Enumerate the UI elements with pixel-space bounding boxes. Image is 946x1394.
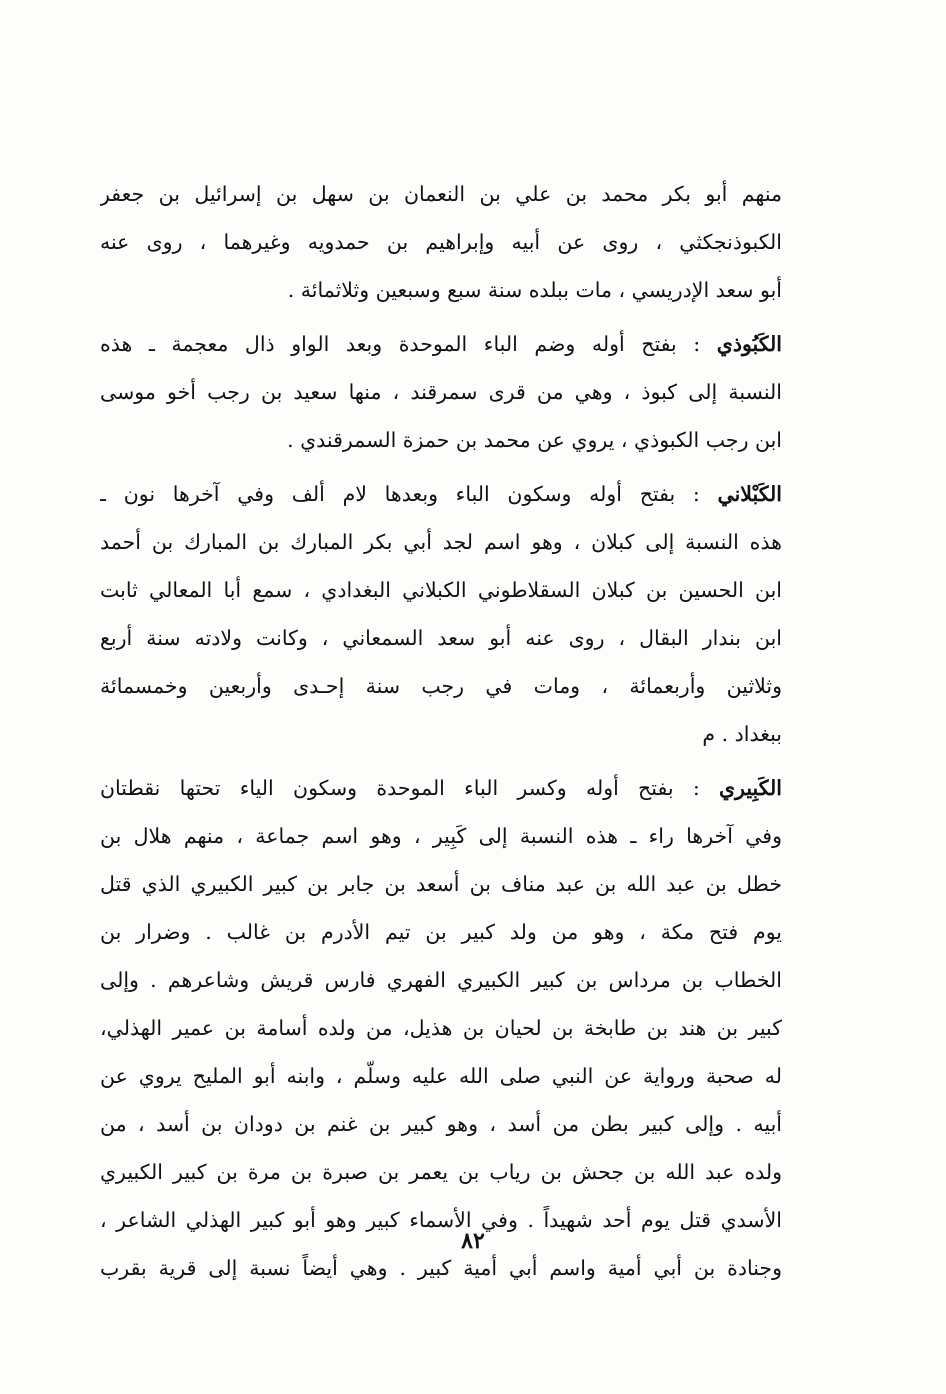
text-line: يوم فتح مكة ، وهو من ولد كبير بن تيم الأدرم بن غالب . وضرار بن — [100, 920, 782, 944]
text-line: وفي آخرها راء ـ هذه النسبة إلى كَبِير ، وهو اسم جماعة ، منهم هلال بن — [100, 824, 782, 848]
entry-headword: الكَبُوذي — [716, 332, 782, 356]
text-block — [100, 170, 782, 1292]
text-line: ولده عبد الله بن جحش بن رياب بن يعمر بن صبرة بن مرة بن كبير الكبيري — [100, 1160, 782, 1184]
page-number: ٨٢ — [461, 1228, 485, 1254]
entry-first-line — [100, 764, 782, 812]
text-line: أبو سعد الإدريسي ، مات ببلده سنة سبع وسبعين وثلاثمائة . — [287, 278, 782, 302]
text-line: منهم أبو بكر محمد بن علي بن النعمان بن سهل بن إسرائيل بن جعفر — [100, 182, 782, 206]
text-line: هذه النسبة إلى كبلان ، وهو اسم لجد أبي بكر المبارك بن المبارك بن أحمد — [100, 530, 782, 554]
entry-headword: الكَبِيري — [719, 776, 782, 800]
text-line: النسبة إلى كبوذ ، وهي من قرى سمرقند ، منها سعيد بن رجب أخو موسى — [100, 380, 782, 404]
entry-first-line — [100, 470, 782, 518]
entry-headword: الكَبْلاني — [717, 482, 782, 506]
text-line: خطل بن عبد الله بن عبد مناف بن أسعد بن جابر بن كبير الكبيري الذي قتل — [100, 872, 782, 896]
text-line: الكبوذنجكثي ، روى عن أبيه وإبراهيم بن حمدويه وغيرهما ، روى عنه — [100, 230, 782, 254]
text-line: أبيه . وإلى كبير بطن من أسد ، وهو كبير بن غنم بن دودان بن أسد ، من — [100, 1112, 782, 1136]
entry-first-line-text: : بفتح أوله وكسر الباء الموحدة وسكون الياء تحتها نقطتان — [100, 776, 719, 800]
text-line: ببغداد . م — [702, 722, 782, 746]
text-line: ابن بندار البقال ، روى عنه أبو سعد السمعاني ، وكانت ولادته سنة أربع — [100, 626, 782, 650]
text-line: الخطاب بن مرداس بن كبير الكبيري الفهري فارس قريش وشاعرهم . وإلى — [100, 968, 782, 992]
text-line: له صحبة ورواية عن النبي صلى الله عليه وسلّم ، وابنه أبو المليح يروي عن — [100, 1064, 782, 1088]
text-line: وثلاثين وأربعمائة ، ومات في رجب سنة إحـدى وأربعين وخمسمائة — [100, 674, 782, 698]
text-line: ابن الحسين بن كبلان السقلاطوني الكبلاني البغدادي ، سمع أبا المعالي ثابت — [100, 578, 782, 602]
entry-first-line-text: : بفتح أوله وضم الباء الموحدة وبعد الواو ذال معجمة ـ هذه — [100, 332, 717, 356]
text-line: ابن رجب الكبوذي ، يروي عن محمد بن حمزة السمرقندي . — [287, 428, 782, 452]
entry-first-line-text: : بفتح أوله وسكون الباء وبعدها لام ألف وفي آخرها نون ـ — [100, 482, 718, 506]
entry-first-line — [100, 320, 782, 368]
text-line: كبير بن هند بن طابخة بن لحيان بن هذيل، من ولده أسامة بن عمير الهذلي، — [100, 1016, 782, 1040]
text-line: الأسدي قتل يوم أحد شهيداً . وفي الأسماء كبير وهو أبو كبير الهذلي الشاعر ، — [100, 1208, 782, 1232]
text-line: وجنادة بن أبي أمية واسم أبي أمية كبير . وهي أيضاً نسبة إلى قرية بقرب — [100, 1256, 782, 1280]
